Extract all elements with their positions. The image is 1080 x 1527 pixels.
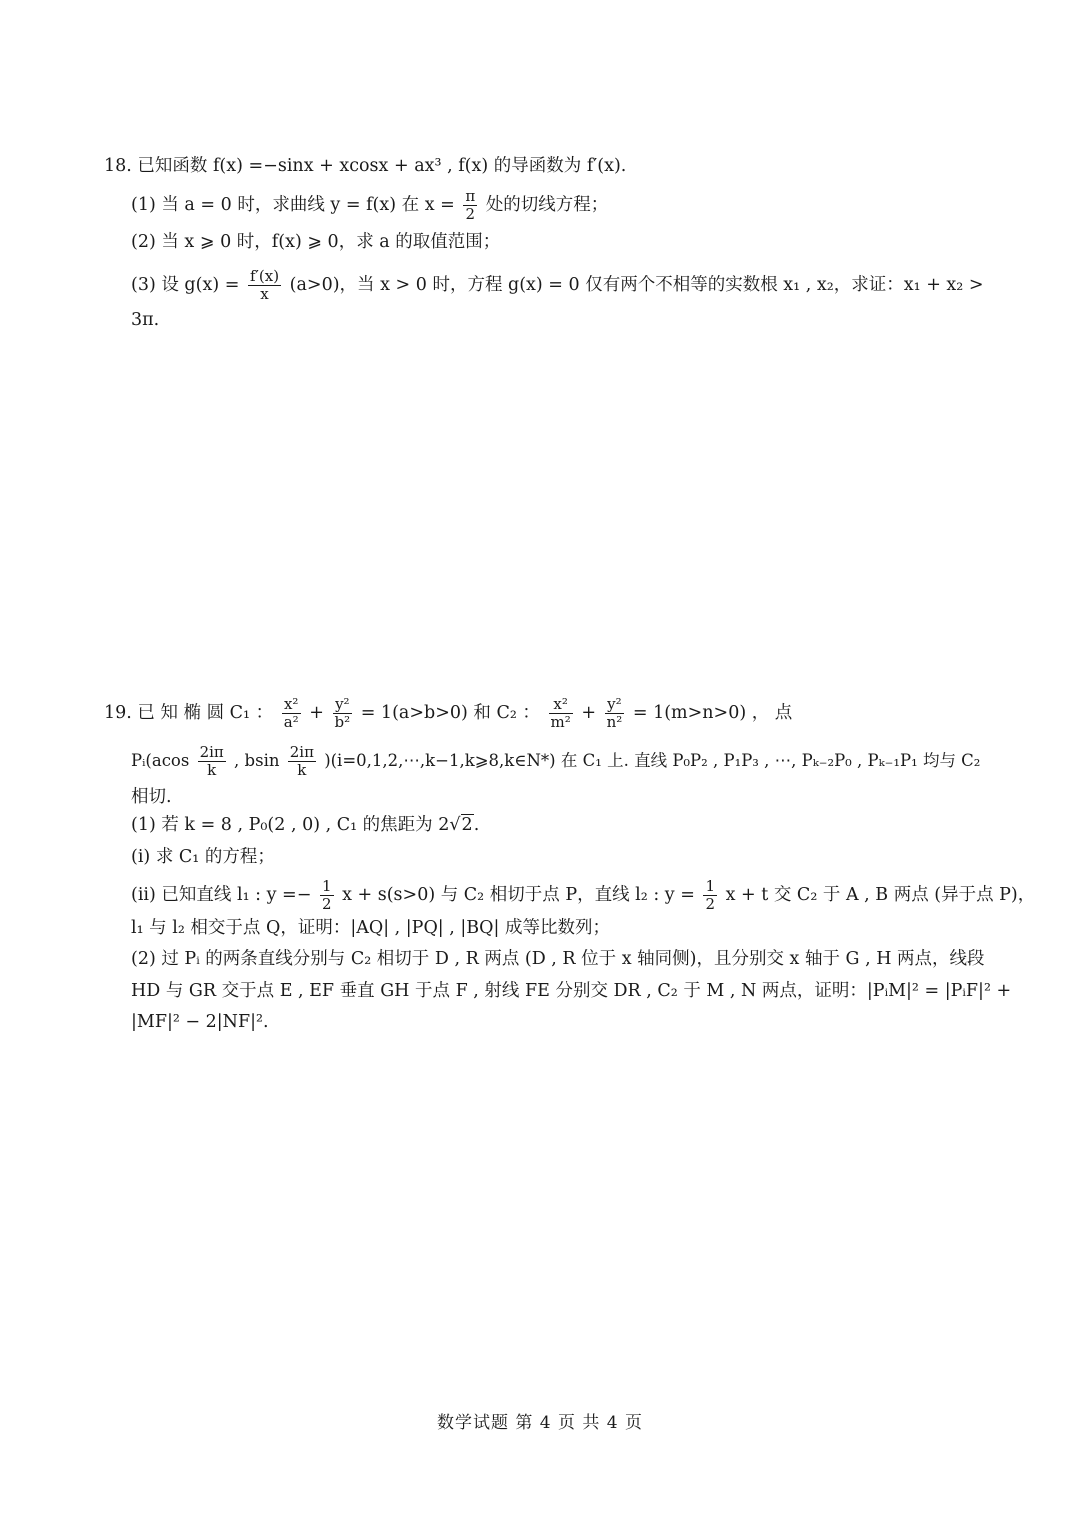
q18-stem: 18. 已知函数 f(x) =−sinx + xcosx + ax³ , f(x) 的导函数为 f′(x). [104, 156, 627, 176]
page-footer: 数学试题 第 4 页 共 4 页 [436, 1413, 644, 1433]
q19-part2-cont1: HD 与 GR 交于点 E , EF 垂直 GH 于点 F , 射线 FE 分别交 DR , C₂ 于 M , N 两点，证明：|PᵢM|² = |PᵢF|² + [131, 981, 1012, 1001]
fraction-x2-a2: $\frac{\text{x²}}{\text{a²}}$ [283, 695, 299, 731]
q19-stem-line2: Pᵢ(acos $\frac{2i\pi}{k}$ , bsin $\frac{2i\pi}{k}$ )(i=0,1,2,⋯,k−1,k⩾8,k∈N*) 在 C₁ 上. 直线 P₀P₂ , P₁P₃ , ⋯, Pₖ₋₂P₀ , Pₖ₋₁P₁ 均与 C₂ [131, 743, 981, 779]
q18-part3-cont: 3π. [131, 310, 160, 330]
q19-part1-ii-cont: l₁ 与 l₂ 相交于点 Q，证明：|AQ| , |PQ| , |BQ| 成等比数列； [131, 918, 610, 938]
fraction-y2-b2: $\frac{\text{y²}}{\text{b²}}$ [334, 695, 351, 731]
q19-stem-line3: 相切. [131, 787, 172, 807]
fraction-x2-m2: $\frac{\text{x²}}{\text{m²}}$ [550, 695, 571, 731]
fraction-fprime-over-x: $\frac{f'(x)}{x}$ [249, 267, 280, 303]
q18-part1: (1) 当 a = 0 时，求曲线 y = f(x) 在 x = $\frac{\pi}{2}$ 处的切线方程； [131, 187, 609, 223]
sqrt-symbol: √ [449, 815, 461, 835]
fraction-one-half-2: $\frac{1}{2}$ [705, 877, 716, 913]
q18-part3: (3) 设 g(x) = $\frac{f'(x)}{x}$ (a>0)，当 x > 0 时，方程 g(x) = 0 仅有两个不相等的实数根 x₁ , x₂，求证：x₁ + x₂ > [131, 267, 984, 303]
q19-part1: (1) 若 k = 8 , P₀(2 , 0) , C₁ 的焦距为 2√2. [131, 815, 480, 835]
fraction-pi-over-2: $\frac{\pi}{2}$ [465, 187, 476, 223]
q19-part1-i: (i) 求 C₁ 的方程； [131, 847, 275, 867]
q18-part2: (2) 当 x ⩾ 0 时，f(x) ⩾ 0，求 a 的取值范围； [131, 232, 501, 252]
q19-stem-line1: 19. 已 知 椭 圆 C₁ ： $\frac{\text{x²}}{\text{a²}}$ + $\frac{\text{y²}}{\text{b²}}$ = 1(a>b>0) 和 C₂ ： $\frac{\text{x²}}{\text{m²}}$ + $\frac{\text{y²}}{\text{n²}}$ = 1(m>n>0) ， 点 [104, 695, 793, 731]
fraction-one-half-1: $\frac{1}{2}$ [321, 877, 332, 913]
fraction-2ipi-k-2: $\frac{2i\pi}{k}$ [289, 743, 314, 779]
fraction-2ipi-k-1: $\frac{2i\pi}{k}$ [199, 743, 224, 779]
fraction-y2-n2: $\frac{\text{y²}}{\text{n²}}$ [606, 695, 623, 731]
q19-part1-ii: (ii) 已知直线 l₁ : y =− $\frac{1}{2}$ x + s(s>0) 与 C₂ 相切于点 P，直线 l₂ : y = $\frac{1}{2}$ x + t 交 C₂ 于 A , B 两点 (异于点 P)， [131, 877, 1036, 913]
q19-part2-cont2: |MF|² − 2|NF|². [131, 1012, 269, 1032]
q19-part2: (2) 过 Pᵢ 的两条直线分别与 C₂ 相切于 D , R 两点 (D , R 位于 x 轴同侧)，且分别交 x 轴于 G , H 两点，线段 [131, 949, 985, 969]
